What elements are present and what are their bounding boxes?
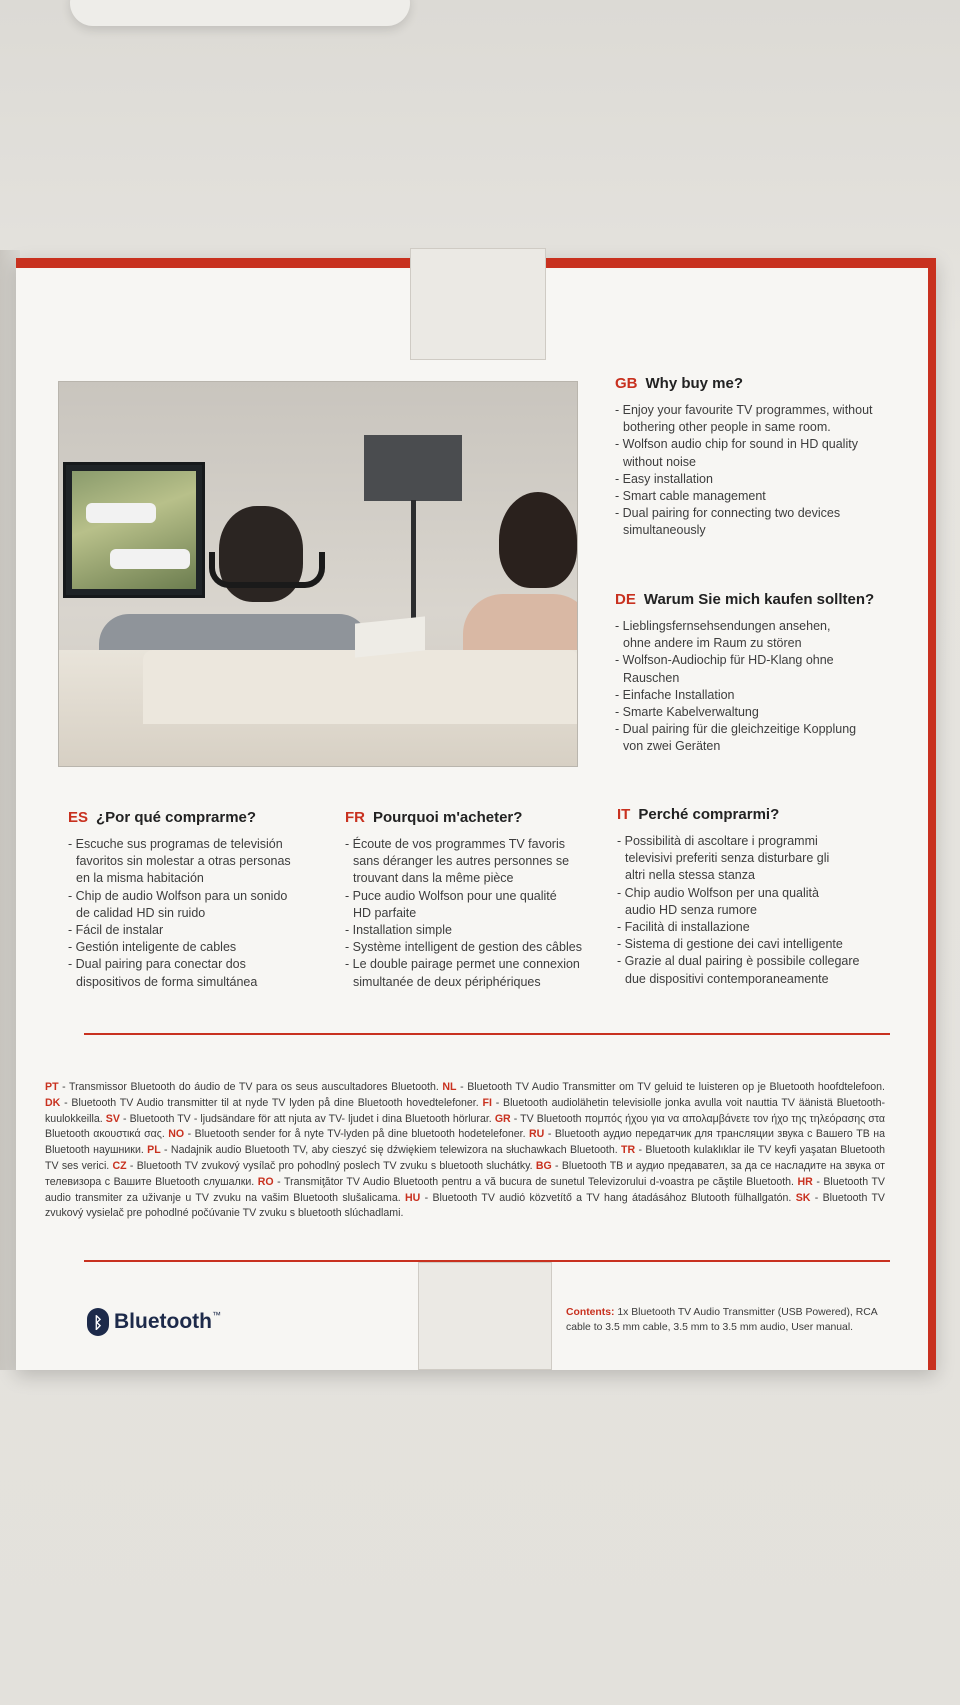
feature-item: - Einfache Installation: [615, 687, 735, 702]
top-tuck-flap: [410, 248, 546, 360]
feature-list: [617, 833, 902, 988]
feature-item: - Enjoy your favourite TV programmes, without: [615, 403, 873, 417]
feature-item: - Smarte Kabelverwaltung: [615, 705, 759, 720]
feature-item: simultaneously: [623, 523, 706, 538]
language-description: - Bluetooth TV Audio Transmitter om TV geluid te luisteren op je Bluetooth hoofdtelefoon.: [456, 1081, 886, 1093]
feature-item: Rauschen: [623, 670, 680, 685]
language-code: PL: [147, 1144, 161, 1157]
language-code: NO: [168, 1128, 185, 1141]
section-heading: [615, 591, 915, 608]
photo-woman-head: [499, 492, 577, 588]
language-description: - Bluetooth TB и аудио предавател, за да се насладите на звука от телевизора с Вашите Bluetooth слушалки.: [45, 1159, 885, 1188]
language-code: IT: [617, 806, 631, 823]
feature-item: ohne andere im Raum zu stören: [623, 636, 802, 651]
feature-item: - Escuche sus programas de televisión: [68, 837, 283, 851]
feature-item: - Grazie al dual pairing è possibile collegare: [617, 954, 860, 969]
feature-item: - Le double pairage permet une connexion: [345, 957, 580, 972]
language-description: - Bluetooth TV zvukový vysílač pro pohodlný poslech TV zvuku s bluetooth sluchátky.: [126, 1159, 536, 1172]
language-code: DK: [45, 1096, 61, 1109]
language-code: FR: [345, 809, 365, 826]
feature-item: - Dual pairing for connecting two devices: [615, 506, 841, 521]
feature-item: - Wolfson-Audiochip für HD-Klang ohne: [615, 653, 834, 668]
section-title: Warum Sie mich kaufen sollten?: [643, 591, 875, 608]
language-code: DE: [615, 591, 636, 608]
multilanguage-description: [45, 1080, 885, 1222]
feature-item: - Sistema di gestione dei cavi intelligente: [617, 937, 843, 952]
feature-list: [615, 618, 915, 756]
language-code: HR: [797, 1175, 813, 1188]
language-code: TR: [621, 1144, 636, 1157]
language-description: - Bluetooth TV audio transmiter za uživanje u TV zvuku na vašim Bluetooth slušalicama.: [45, 1175, 885, 1204]
feature-item: de calidad HD sin ruido: [76, 905, 206, 920]
white-object-top: [70, 0, 410, 26]
contents-text: 1x Bluetooth TV Audio Transmitter (USB Powered), RCA cable to 3.5 mm cable, 3.5 mm to 3.5 mm audio, User manual.: [566, 1307, 878, 1333]
photo-tv: [63, 462, 205, 598]
feature-item: HD parfaite: [353, 905, 417, 920]
language-description: - Bluetooth аудио передатчик для трансляции звука с Вашего ТВ на Bluetooth наушники.: [45, 1128, 886, 1157]
feature-item: en la misma habitación: [76, 871, 204, 886]
feature-item: sans déranger les autres personnes se: [353, 854, 570, 869]
feature-item: - Possibilità di ascoltare i programmi: [617, 834, 818, 848]
feature-item: televisivi preferiti senza disturbare gli: [625, 851, 830, 866]
feature-item: - Chip de audio Wolfson para un sonido: [68, 888, 288, 903]
section-de: [615, 591, 915, 756]
language-description: - Nadajnik audio Bluetooth TV, aby cieszyć się dźwiękiem telewizora na słuchawkach Bluetooth.: [160, 1144, 622, 1157]
contents-label: Contents:: [566, 1307, 615, 1318]
feature-item: altri nella stessa stanza: [625, 868, 755, 883]
language-code: NL: [442, 1081, 457, 1093]
feature-item: - Lieblingsfernsehsendungen ansehen,: [615, 619, 831, 633]
language-code: FI: [482, 1096, 492, 1109]
language-description: - Bluetooth audiolähetin televisiolle jonka avulla voit nauttia TV äänistä Bluetooth-kuulokkeilla.: [45, 1096, 885, 1125]
section-title: Pourquoi m'acheter?: [373, 809, 523, 826]
language-code: CZ: [112, 1159, 127, 1172]
language-code: GR: [494, 1112, 511, 1125]
feature-item: - Gestión inteligente de cables: [68, 940, 237, 955]
divider-red-line: [84, 1260, 890, 1262]
feature-item: - Puce audio Wolfson pour une qualité: [345, 888, 557, 903]
trademark-symbol: ™: [211, 1310, 221, 1320]
section-heading: [615, 375, 915, 392]
feature-item: - Dual pairing für die gleichzeitige Kopplung: [615, 722, 857, 737]
language-description: - Bluetooth TV Audio transmitter til at nyde TV lyden på dine Bluetooth hovedtelefoner.: [60, 1096, 483, 1109]
section-title: Perché comprarmi?: [638, 806, 780, 823]
photo-race-car: [86, 503, 156, 523]
red-right-edge: [928, 258, 936, 1370]
language-description: - Bluetooth sender for å nyte TV-lyden på dine bluetooth hodetelefoner.: [184, 1128, 530, 1141]
section-title: ¿Por qué comprarme?: [96, 809, 257, 826]
feature-item: due dispositivi contemporaneamente: [625, 971, 829, 986]
feature-item: - Installation simple: [345, 923, 452, 938]
feature-item: trouvant dans la même pièce: [353, 871, 514, 886]
section-heading: [68, 809, 338, 826]
divider-red-line: [84, 1033, 890, 1035]
bluetooth-icon: ᛒ: [87, 1308, 109, 1336]
section-gb: [615, 375, 915, 540]
feature-item: dispositivos de forma simultánea: [76, 974, 258, 989]
language-code: SV: [105, 1112, 120, 1125]
feature-item: - Dual pairing para conectar dos: [68, 957, 246, 972]
bluetooth-logo: [87, 1308, 221, 1336]
feature-item: bothering other people in same room.: [623, 420, 831, 435]
headphones-icon: [209, 552, 325, 588]
section-heading: [345, 809, 615, 826]
section-heading: [617, 806, 902, 823]
language-code: PT: [45, 1081, 59, 1093]
feature-item: - Chip audio Wolfson per una qualità: [617, 885, 819, 900]
feature-item: audio HD senza rumore: [625, 902, 758, 917]
photo-tv-screen: [72, 471, 196, 589]
section-it: [617, 806, 902, 988]
feature-item: - Système intelligent de gestion des câbles: [345, 940, 582, 955]
product-lifestyle-photo: [58, 381, 578, 767]
language-description: - Transmissor Bluetooth do áudio de TV para os seus auscultadores Bluetooth.: [58, 1081, 443, 1093]
bottom-tuck-flap: [418, 1262, 552, 1370]
language-code: GB: [615, 375, 638, 392]
feature-item: - Facilità di installazione: [617, 920, 750, 935]
photo-race-car: [110, 549, 190, 569]
language-code: BG: [535, 1159, 552, 1172]
feature-item: without noise: [623, 454, 696, 469]
feature-item: von zwei Geräten: [623, 739, 721, 754]
language-description: - Bluetooth TV - ljudsändare för att njuta av TV- ljudet i dina Bluetooth hörlurar.: [119, 1112, 495, 1125]
language-description: - Bluetooth TV zvukový vysielač pre pohodlné počúvanie TV zvuku s bluetooth slúchadlami.: [45, 1191, 886, 1220]
language-code: ES: [68, 809, 89, 826]
language-code: RU: [529, 1128, 545, 1141]
feature-list: [345, 836, 615, 991]
feature-item: simultanée de deux périphériques: [353, 974, 541, 989]
feature-list: [68, 836, 338, 991]
photo-sofa-back: [143, 650, 578, 724]
feature-item: - Écoute de vos programmes TV favoris: [345, 837, 565, 851]
feature-item: favoritos sin molestar a otras personas: [76, 854, 291, 869]
feature-item: - Wolfson audio chip for sound in HD quality: [615, 437, 858, 452]
language-description: - Transmiţător TV Audio Bluetooth pentru a vă bucura de sunetul Televizorului d-voastra pe căştile Bluetooth.: [273, 1175, 798, 1188]
section-es: [68, 809, 338, 991]
language-code: HU: [405, 1191, 421, 1204]
feature-item: - Easy installation: [615, 471, 713, 486]
section-title: Why buy me?: [645, 375, 744, 392]
photo-lamp-shade: [364, 435, 462, 501]
feature-list: [615, 402, 915, 540]
language-description: - TV Bluetooth πομπός ήχου για να απολαμβάνετε τον ήχο της τηλεόρασης στα Bluetooth ακουστικά σας.: [45, 1112, 885, 1141]
language-description: - Bluetooth TV audió közvetítő a TV hang átadásához Blutooth fülhallgatón.: [420, 1191, 796, 1204]
language-code: RO: [257, 1175, 274, 1188]
feature-item: - Fácil de instalar: [68, 923, 164, 938]
bluetooth-wordmark: Bluetooth: [114, 1310, 212, 1333]
package-contents: [566, 1305, 896, 1335]
language-description: - Bluetooth kulaklıklar ile TV keyfi yaşatan Bluetooth TV ses verici.: [45, 1144, 885, 1172]
feature-item: - Smart cable management: [615, 489, 766, 504]
section-fr: [345, 809, 615, 991]
language-code: SK: [795, 1191, 811, 1204]
